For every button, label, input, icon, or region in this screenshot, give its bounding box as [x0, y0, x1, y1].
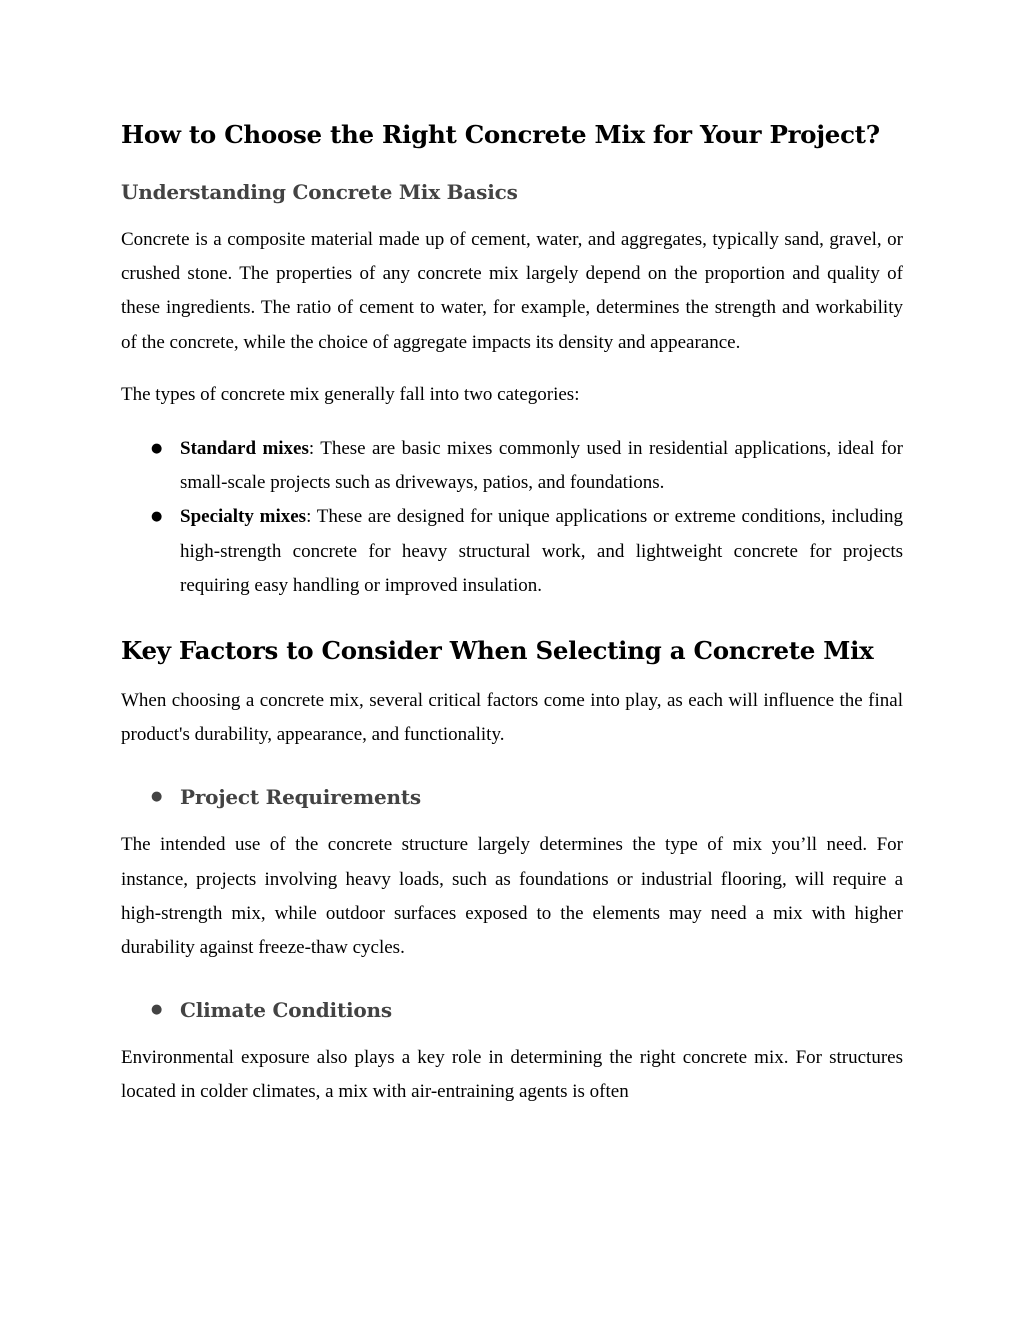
subsection-heading-project-requirements — [121, 782, 903, 812]
subsection-heading-text: Climate Conditions — [180, 998, 392, 1023]
bullet-icon: ● — [151, 1002, 163, 1018]
subsection-heading-text: Project Requirements — [180, 785, 421, 810]
bullet-icon: ● — [151, 509, 163, 525]
list-item-text — [180, 500, 903, 603]
list-item-term: Standard mixes — [180, 438, 309, 460]
factors-paragraph: When choosing a concrete mix, several critical factors come into play, as each will influence the final product's durability, appearance, and functionality. — [121, 690, 903, 746]
document-page — [121, 117, 903, 1110]
list-item-term: Specialty mixes — [180, 506, 307, 528]
list-item — [121, 432, 903, 500]
section-heading-basics: Understanding Concrete Mix Basics — [121, 180, 518, 204]
subsection-heading-climate-conditions — [121, 995, 903, 1025]
basics-paragraph: Concrete is a composite material made up of cement, water, and aggregates, typically sand, gravel, or crushed stone. The properties of any concrete mix largely depend on the proportion and quality of these ingredients. The ratio of cement to water, for example, determines the strength and workability of the concrete, while the choice of aggregate impacts its density and appearance. — [121, 229, 903, 353]
list-item-description: : These are designed for unique applications or extreme conditions, including high-strength concrete for heavy structural work, and lightweight concrete for projects requiring easy handling or improved insulation. — [180, 506, 903, 596]
section-title-factors: Key Factors to Consider When Selecting a Concrete Mix — [121, 636, 874, 666]
mix-types-list — [121, 432, 903, 603]
list-item-description: : These are basic mixes commonly used in residential applications, ideal for small-scale projects such as driveways, patios, and foundations. — [180, 438, 903, 494]
types-intro-paragraph: The types of concrete mix generally fall into two categories: — [121, 383, 580, 405]
bullet-icon: ● — [151, 789, 163, 805]
bullet-icon: ● — [151, 441, 163, 457]
climate-conditions-paragraph: Environmental exposure also plays a key role in determining the right concrete mix. For structures located in colder climates, a mix with air-entraining agents is often — [121, 1047, 903, 1103]
page-title: How to Choose the Right Concrete Mix for Your Project? — [121, 120, 880, 149]
project-requirements-paragraph: The intended use of the concrete structure largely determines the type of mix you’ll need. For instance, projects involving heavy loads, such as foundations or industrial flooring, will require a high-strength mix, while outdoor surfaces exposed to the elements may need a mix with higher durability against freeze-thaw cycles. — [121, 834, 903, 959]
list-item-text — [180, 432, 903, 500]
list-item — [121, 500, 903, 603]
